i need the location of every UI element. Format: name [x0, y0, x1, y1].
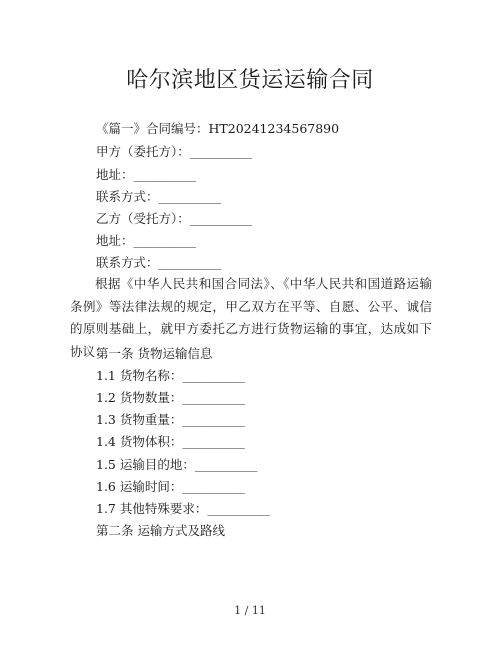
item-1-7: 1.7 其他特殊要求：__________	[96, 501, 270, 516]
item-1-5: 1.5 运输目的地：__________	[96, 457, 258, 472]
document-title: 哈尔滨地区货运运输合同	[126, 68, 374, 93]
party-b-contact-line: 联系方式：__________	[96, 255, 222, 270]
item-1-6: 1.6 运输时间：__________	[96, 479, 245, 494]
article-2-heading: 第二条 运输方式及路线	[96, 523, 225, 538]
party-a-address-line: 地址：__________	[96, 167, 197, 182]
party-b-address-line: 地址：__________	[96, 233, 197, 248]
party-a-line: 甲方（委托方）：__________	[96, 144, 253, 159]
preamble-paragraph: 根据《中华人民共和国合同法》、《中华人民共和国道路运输条例》等法律法规的规定，甲乙双方在平等、自愿、公平、诚信的原则基础上，就甲方委托乙方进行货物运输的事宜，达成如下协议：	[70, 276, 432, 359]
party-b-line: 乙方（受托方）：__________	[96, 211, 253, 226]
contract-number-line: 《篇一》合同编号：HT20241234567890	[96, 121, 340, 136]
party-a-contact-line: 联系方式：__________	[96, 189, 222, 204]
page-number: 1 / 11	[234, 604, 266, 617]
item-1-1: 1.1 货物名称：__________	[96, 368, 245, 383]
item-1-2: 1.2 货物数量：__________	[96, 390, 245, 405]
article-1-heading: 第一条 货物运输信息	[96, 346, 213, 361]
item-1-4: 1.4 货物体积：__________	[96, 434, 245, 449]
item-1-3: 1.3 货物重量：__________	[96, 412, 245, 427]
